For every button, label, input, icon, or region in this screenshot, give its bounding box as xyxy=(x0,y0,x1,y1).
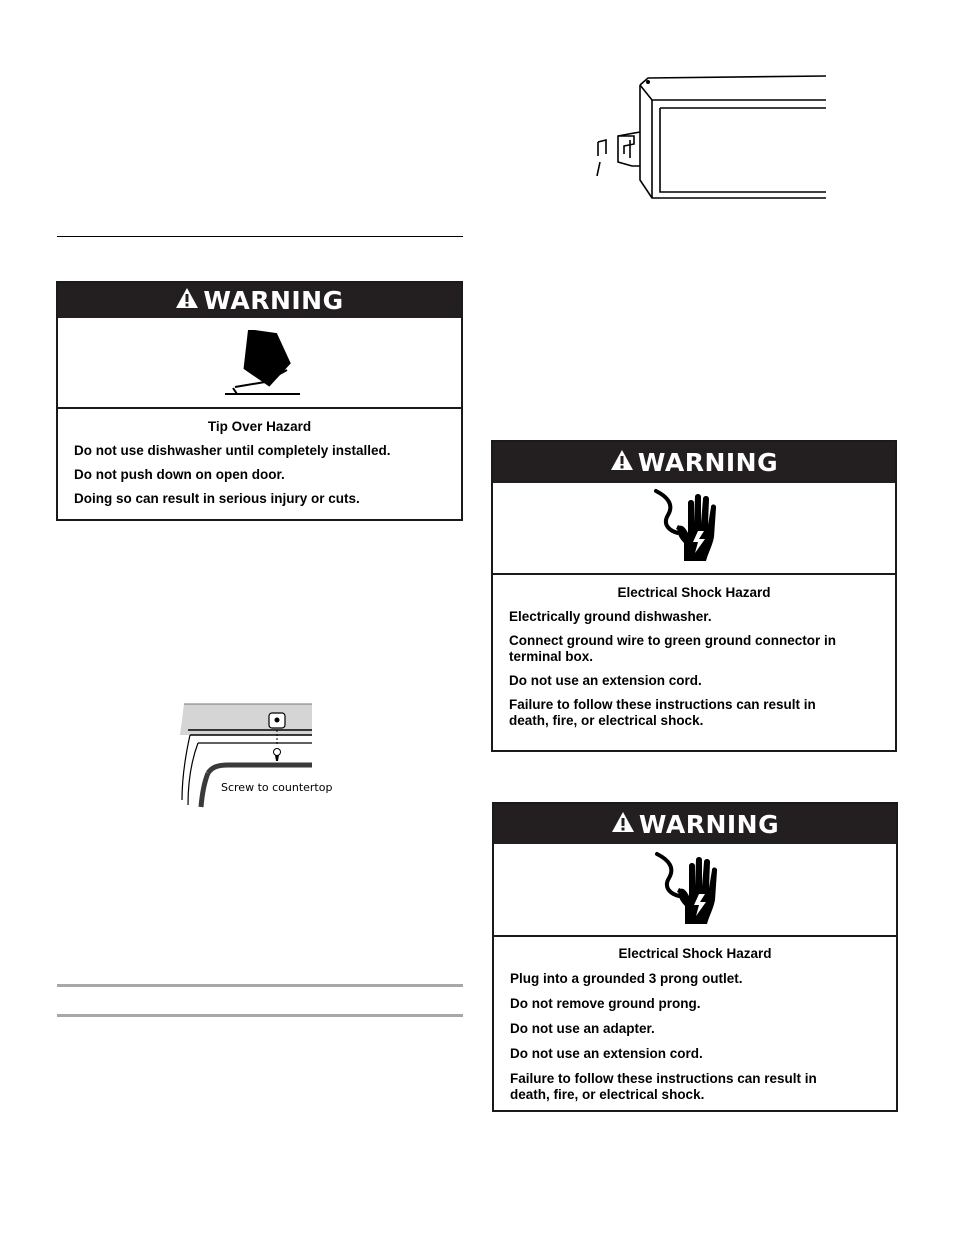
countertop-figure xyxy=(178,695,338,815)
shock-icon-area xyxy=(494,844,896,937)
warning-triangle-icon xyxy=(611,810,635,839)
warning-line: Connect ground wire to green ground connector in terminal box. xyxy=(509,633,836,664)
section-divider-gray-2 xyxy=(57,1014,463,1017)
tip-over-icon xyxy=(217,330,307,400)
countertop-illustration xyxy=(178,695,338,815)
tip-over-icon-area xyxy=(58,318,461,409)
electric-shock-hand-icon xyxy=(648,487,728,567)
warning-line: Plug into a grounded 3 prong outlet. xyxy=(510,971,743,986)
figure-caption: Screw to countertop xyxy=(221,781,333,794)
shock-hazard-warning-2 xyxy=(492,802,898,1112)
shock-hazard-text-1 xyxy=(493,575,895,729)
hazard-title: Electrical Shock Hazard xyxy=(617,585,771,600)
warning-line: Do not use dishwasher until completely installed. xyxy=(74,443,391,458)
tip-over-text xyxy=(58,409,461,507)
warning-header xyxy=(494,804,896,844)
section-divider-gray-1 xyxy=(57,984,463,987)
warning-label: WARNING xyxy=(637,448,779,477)
shock-hazard-warning-1 xyxy=(491,440,897,752)
hazard-title: Electrical Shock Hazard xyxy=(618,946,772,961)
warning-header xyxy=(58,283,461,318)
warning-line: Doing so can result in serious injury or cuts. xyxy=(74,491,360,506)
shock-icon-area xyxy=(493,483,895,575)
warning-label: WARNING xyxy=(203,286,344,315)
terminal-box-illustration xyxy=(590,70,830,205)
warning-label: WARNING xyxy=(638,809,780,839)
warning-triangle-icon xyxy=(610,448,634,477)
warning-triangle-icon xyxy=(175,286,199,315)
warning-line: Do not remove ground prong. xyxy=(510,996,701,1011)
warning-header xyxy=(493,442,895,483)
warning-line: Do not push down on open door. xyxy=(74,467,285,482)
shock-hazard-text-2 xyxy=(494,937,896,1103)
section-divider-top xyxy=(57,236,463,237)
tip-over-warning xyxy=(56,281,463,521)
warning-line: Electrically ground dishwasher. xyxy=(509,609,712,624)
electric-shock-hand-icon xyxy=(649,850,729,930)
warning-line: Do not use an extension cord. xyxy=(510,1046,703,1061)
warning-line: Failure to follow these instructions can result in death, fire, or electrical shock. xyxy=(509,697,816,728)
warning-line: Do not use an extension cord. xyxy=(509,673,702,688)
warning-line: Failure to follow these instructions can result in death, fire, or electrical shock. xyxy=(510,1071,817,1102)
warning-line: Do not use an adapter. xyxy=(510,1021,655,1036)
hazard-title: Tip Over Hazard xyxy=(207,419,312,434)
